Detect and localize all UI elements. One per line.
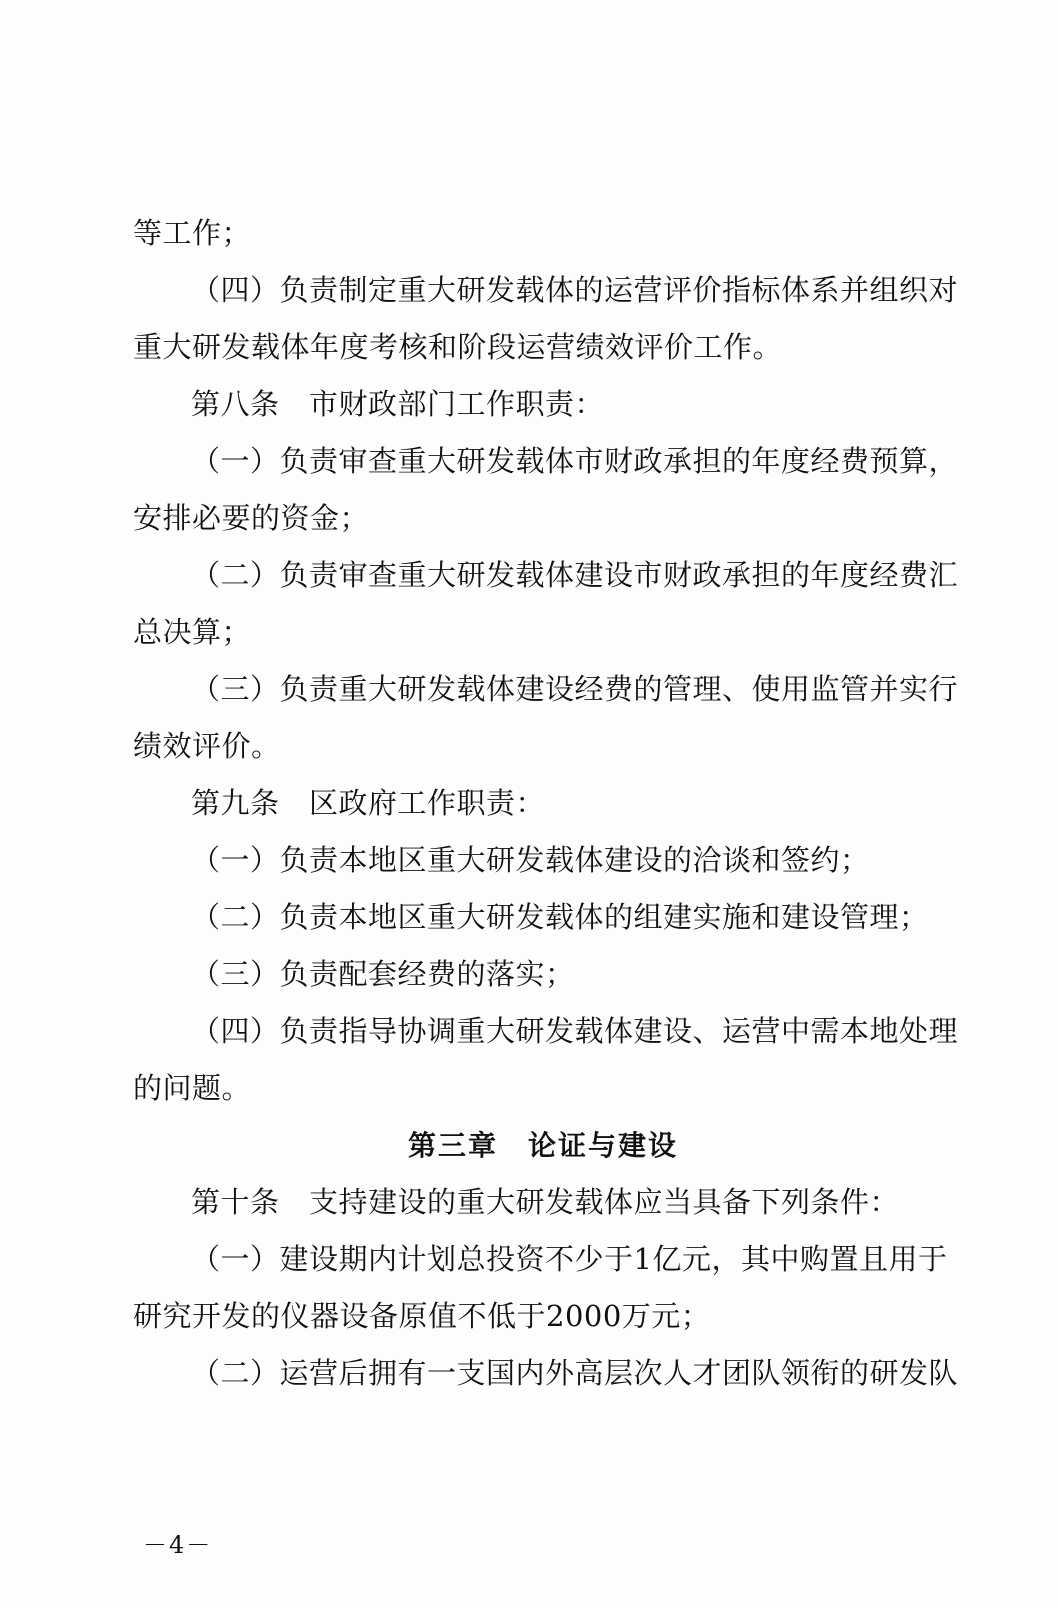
text-line: 等工作； bbox=[133, 216, 252, 250]
text-line: 绩效评价。 bbox=[133, 729, 281, 763]
text-line: （一）负责审查重大研发载体市财政承担的年度经费预算， bbox=[191, 444, 959, 478]
text-line: （二）运营后拥有一支国内外高层次人才团队领衔的研发队 bbox=[191, 1356, 959, 1390]
text-line: 第九条 区政府工作职责： bbox=[191, 786, 546, 820]
chapter-heading: 第三章 论证与建设 bbox=[407, 1129, 678, 1162]
text-line: （二）负责本地区重大研发载体的组建实施和建设管理； bbox=[191, 900, 929, 934]
text-line: （四）负责指导协调重大研发载体建设、运营中需本地处理 bbox=[191, 1014, 959, 1048]
text-line: 第八条 市财政部门工作职责： bbox=[191, 387, 605, 421]
document-body bbox=[133, 205, 959, 1402]
text-line: （三）负责配套经费的落实； bbox=[191, 957, 575, 991]
text-line: （一）负责本地区重大研发载体建设的洽谈和签约； bbox=[191, 843, 870, 877]
text-line: （二）负责审查重大研发载体建设市财政承担的年度经费汇 bbox=[191, 558, 959, 592]
text-line: 研究开发的仪器设备原值不低于2000万元； bbox=[133, 1299, 711, 1333]
text-line: 总决算； bbox=[133, 615, 252, 649]
page-number: －4－ bbox=[143, 1531, 213, 1559]
text-line: 的问题。 bbox=[133, 1071, 252, 1105]
text-line: 第十条 支持建设的重大研发载体应当具备下列条件： bbox=[191, 1185, 900, 1219]
text-line: 重大研发载体年度考核和阶段运营绩效评价工作。 bbox=[133, 330, 783, 364]
text-line: （三）负责重大研发载体建设经费的管理、使用监管并实行 bbox=[191, 672, 959, 706]
text-line: （一）建设期内计划总投资不少于1亿元，其中购置且用于 bbox=[191, 1242, 948, 1276]
text-line: 安排必要的资金； bbox=[133, 501, 370, 535]
text-line: （四）负责制定重大研发载体的运营评价指标体系并组织对 bbox=[191, 273, 959, 307]
